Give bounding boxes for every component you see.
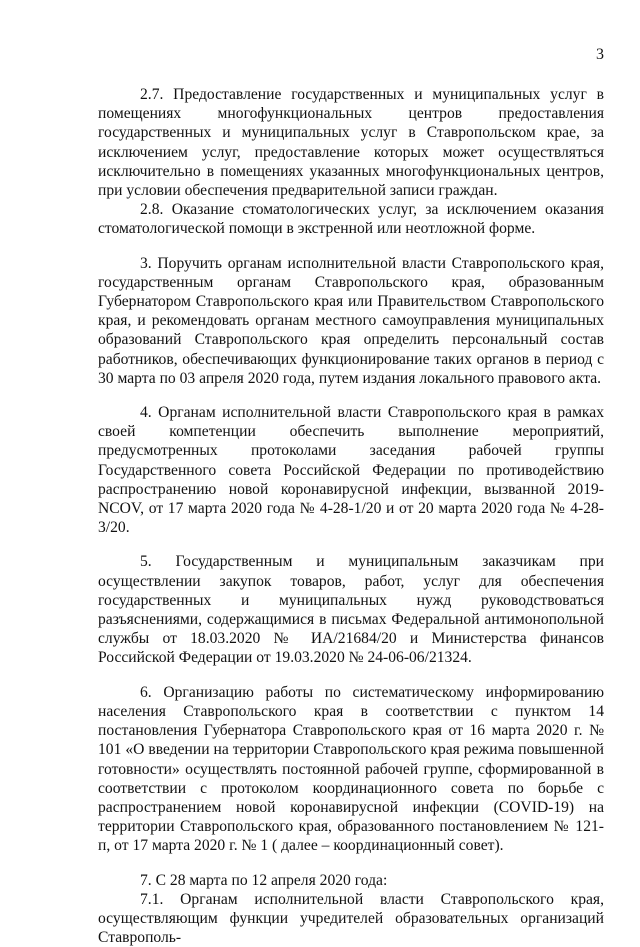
document-body [98,85,604,947]
paragraph-3: 3. Поручить органам исполнительной власти Ставропольского края, государственным органам Ставропольского края, образованным Губернатором Ставропольского края или Правительством Ставропольского края, и рекомендовать органам местного самоуправления муниципальных образований Ставропольского края определить персональный состав работников, обеспечивающих функционирование таких органов в период с 30 марта по 03 апреля 2020 года, путем издания локального правового акта. [98,254,604,387]
paragraph-7-1: 7.1. Органам исполнительной власти Ставропольского края, осуществляющим функции учредителей образовательных организаций Ставрополь- [98,890,604,947]
paragraph-4: 4. Органам исполнительной власти Ставропольского края в рамках своей компетенции обеспечить выполнение мероприятий, предусмотренных протоколами заседания рабочей группы Государственного совета Российской Федерации по противодействию распространению новой коронавирусной инфекции, вызванной 2019-NCOV, от 17 марта 2020 года № 4-28-1/20 и от 20 марта 2020 года № 4-28-3/20. [98,404,604,537]
paragraph-7: 7. С 28 марта по 12 апреля 2020 года: [140,871,388,889]
paragraph-2-7: 2.7. Предоставление государственных и муниципальных услуг в помещениях многофункциональных центров предоставления государственных и муниципальных услуг в Ставропольском крае, за исключением услуг, предоставление которых может осуществляться исключительно в помещениях указанных многофункциональных центров, при условии обеспечения предварительной записи граждан. [98,86,604,200]
page-number: 3 [596,46,604,63]
paragraph-6: 6. Организацию работы по систематическому информированию населения Ставропольского края в соответствии с пунктом 14 постановления Губернатора Ставропольского края от 16 марта 2020 г. № 101 «О введении на территории Ставропольского края режима повышенной готовности» осуществлять постоянной рабочей группе, сформированной в соответствии с протоколом координационного совета по борьбе с распространением новой коронавирусной инфекции (COVID-19) на территории Ставропольского края, образованного постановлением № 121-п, от 17 марта 2020 г. № 1 ( далее – координационный совет). [98,683,604,855]
paragraph-2-8: 2.8. Оказание стоматологических услуг, за исключением оказания стоматологической помощи в экстренной или неотложной форме. [98,201,604,238]
paragraph-5: 5. Государственным и муниципальным заказчикам при осуществлении закупок товаров, работ, услуг для обеспечения государственных и муниципальных нужд руководствоваться разъяснениями, содержащимися в письмах Федеральной антимонопольной службы от 18.03.2020 № ИА/21684/20 и Министерства финансов Российской Федерации от 19.03.2020 № 24-06-06/21324. [98,553,604,667]
